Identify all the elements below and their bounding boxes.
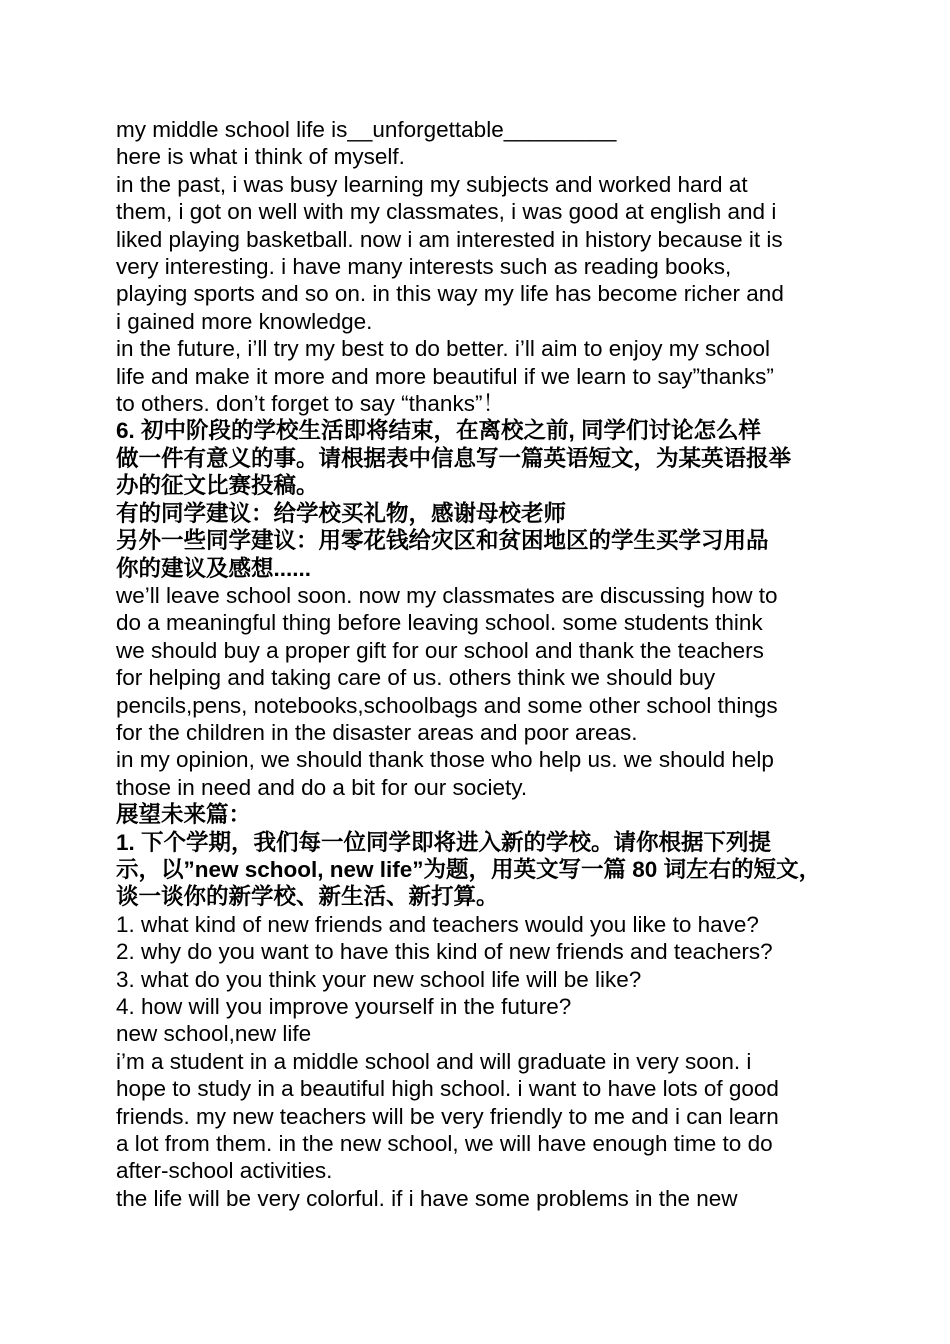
text-line: pencils,pens, notebooks,schoolbags and some other school things [116, 692, 778, 718]
text-line: i gained more knowledge. [116, 308, 373, 334]
text-line: 展望未来篇： [116, 802, 252, 828]
text-line: 办的征文比赛投稿。 [116, 473, 319, 499]
text-line: 6. 初中阶段的学校生活即将结束，在离校之前, 同学们讨论怎么样 [116, 418, 762, 444]
text-line: them, i got on well with my classmates, i was good at english and i [116, 199, 777, 225]
text-line: after-school activities. [116, 1158, 333, 1184]
text-line: 谈一谈你的新学校、新生活、新打算。 [116, 884, 499, 910]
text-line: to others. don’t forget to say “thanks”！ [116, 391, 505, 417]
text-line: in the past, i was busy learning my subjects and worked hard at [116, 171, 748, 197]
text-line: we should buy a proper gift for our school and thank the teachers [116, 637, 764, 663]
text-line: those in need and do a bit for our society. [116, 774, 528, 800]
text-line: here is what i think of myself. [116, 144, 405, 170]
text-line: 1. 下个学期，我们每一位同学即将进入新的学校。请你根据下列提 [116, 829, 772, 855]
text-line: hope to study in a beautiful high school. i want to have lots of good [116, 1076, 779, 1102]
text-line: 你的建议及感想...... [116, 555, 312, 581]
text-line: 示，以”new school, new life”为题，用英文写一篇 80 词左右的短文， [116, 856, 822, 882]
text-line: very interesting. i have many interests such as reading books, [116, 254, 732, 280]
document-body [116, 116, 836, 1212]
text-line: a lot from them. in the new school, we will have enough time to do [116, 1131, 773, 1157]
text-line: 1. what kind of new friends and teachers would you like to have? [116, 911, 759, 937]
text-line: new school,new life [116, 1021, 312, 1047]
text-line: friends. my new teachers will be very friendly to me and i can learn [116, 1103, 779, 1129]
text-line: do a meaningful thing before leaving school. some students think [116, 610, 763, 636]
text-line: we’ll leave school soon. now my classmates are discussing how to [116, 582, 778, 608]
text-line: 做一件有意义的事。请根据表中信息写一篇英语短文，为某英语报举 [116, 445, 792, 471]
text-line: liked playing basketball. now i am interested in history because it is [116, 226, 783, 252]
text-line: life and make it more and more beautiful if we learn to say”thanks” [116, 363, 774, 389]
text-line: i’m a student in a middle school and will graduate in very soon. i [116, 1048, 752, 1074]
text-line: 3. what do you think your new school life will be like? [116, 966, 642, 992]
text-line: the life will be very colorful. if i have some problems in the new [116, 1185, 738, 1211]
text-line: 有的同学建议：给学校买礼物，感谢母校老师 [116, 500, 567, 526]
text-line: 4. how will you improve yourself in the future? [116, 994, 572, 1019]
text-line: in my opinion, we should thank those who help us. we should help [116, 747, 774, 773]
text-line: in the future, i’ll try my best to do better. i’ll aim to enjoy my school [116, 336, 771, 362]
text-line: my middle school life is__unforgettable_________ [116, 117, 617, 142]
text-line: playing sports and so on. in this way my life has become richer and [116, 281, 784, 307]
text-line: for helping and taking care of us. others think we should buy [116, 665, 716, 691]
text-line: 2. why do you want to have this kind of new friends and teachers? [116, 939, 773, 965]
text-line: 另外一些同学建议：用零花钱给灾区和贫困地区的学生买学习用品 [116, 528, 769, 554]
text-line: for the children in the disaster areas and poor areas. [116, 719, 638, 745]
